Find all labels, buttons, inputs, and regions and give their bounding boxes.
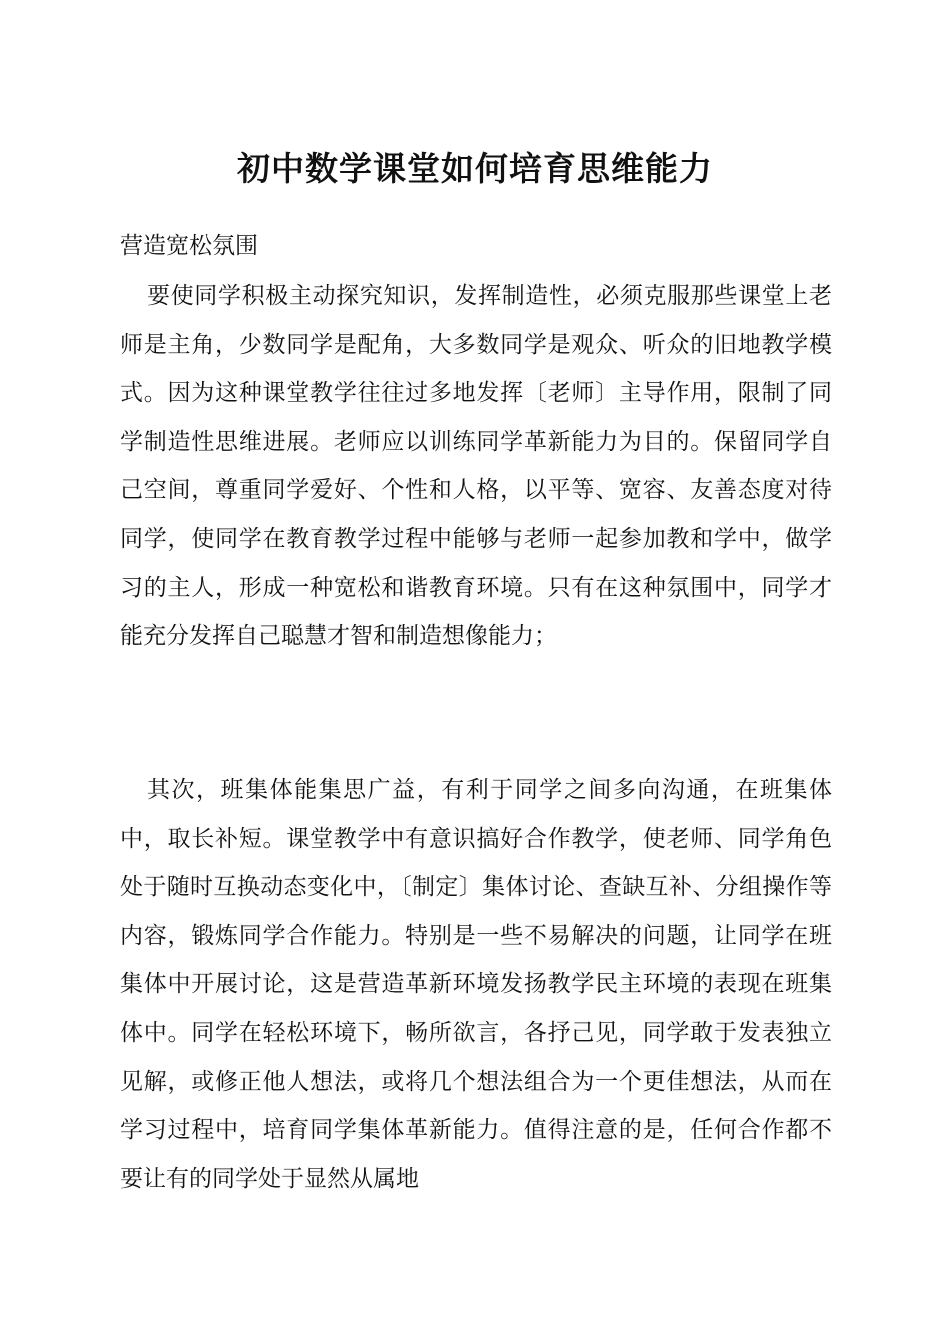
paragraph-2: 其次，班集体能集思广益，有利于同学之间多向沟通，在班集体中，取长补短。课堂教学中有意识搞好合作教学，使老师、同学角色处于随时互换动态变化中，〔制定〕集体讨论、查缺互补、分组操作等内容，锻炼同学合作能力。特别是一些不易解决的问题，让同学在班集体中开展讨论，这是营造革新环境发扬教学民主环境的表现在班集体中。同学在轻松环境下，畅所欲言，各抒己见，同学敢于发表独立见解，或修正他人想法，或将几个想法组合为一个更佳想法，从而在学习过程中，培育同学集体革新能力。值得注意的是，任何合作都不要让有的同学处于显然从属地 (120, 777, 832, 1192)
document-title: 初中数学课堂如何培育思维能力 (237, 149, 713, 188)
section-heading: 营造宽松氛围 (120, 233, 258, 259)
paragraph-1: 要使同学积极主动探究知识，发挥制造性，必须克服那些课堂上老师是主角，少数同学是配角，大多数同学是观众、听众的旧地教学模式。因为这种课堂教学往往过多地发挥〔老师〕主导作用，限制了同学制造性思维进展。老师应以训练同学革新能力为目的。保留同学自己空间，尊重同学爱好、个性和人格，以平等、宽容、友善态度对待同学，使同学在教育教学过程中能够与老师一起参加教和学中，做学习的主人，形成一种宽松和谐教育环境。只有在这种氛围中，同学才能充分发挥自己聪慧才智和制造想像能力； (120, 283, 832, 650)
